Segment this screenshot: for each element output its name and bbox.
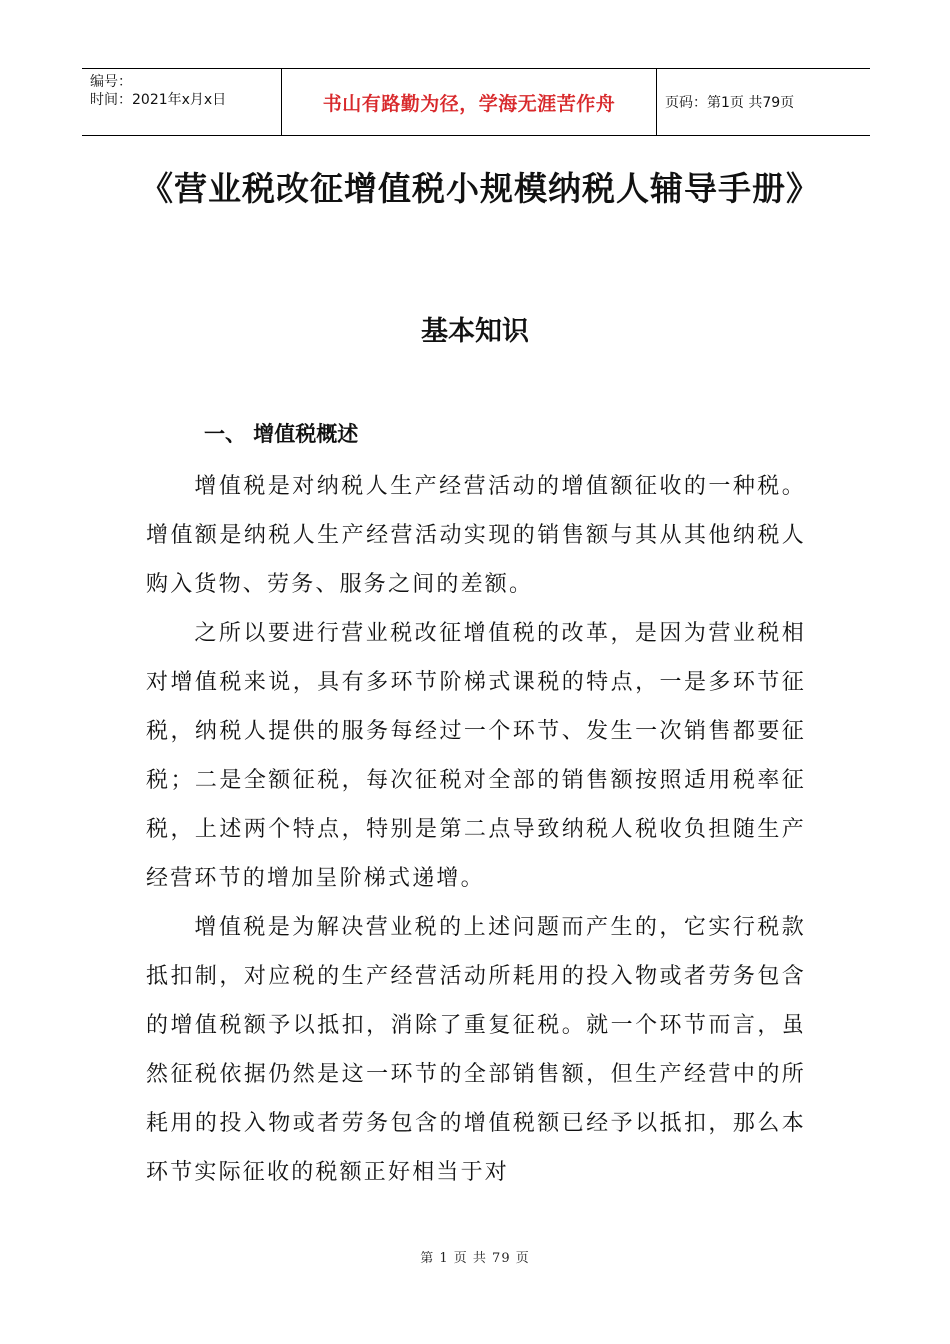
sub-heading: 一、 增值税概述 bbox=[204, 422, 359, 446]
header-table bbox=[82, 68, 870, 136]
section-heading: 基本知识 bbox=[421, 316, 529, 347]
date-label: 时间：2021年x月x日 bbox=[90, 92, 227, 108]
page-info: 页码：第1页 共79页 bbox=[665, 95, 795, 111]
number-label: 编号： bbox=[90, 74, 132, 90]
header-page-cell bbox=[657, 69, 870, 135]
document-title: 《营业税改征增值税小规模纳税人辅导手册》 bbox=[140, 169, 820, 208]
paragraph: 之所以要进行营业税改征增值税的改革，是因为营业税相对增值税来说，具有多环节阶梯式课税的特点，一是多环节征税，纳税人提供的服务每经过一个环节、发生一次销售都要征税；二是全额征税，每次征税对全部的销售额按照适用税率征税，上述两个特点，特别是第二点导致纳税人税收负担随生产经营环节的增加呈阶梯式递增。 bbox=[146, 621, 806, 891]
paragraph: 增值税是为解决营业税的上述问题而产生的，它实行税款抵扣制，对应税的生产经营活动所耗用的投入物或者劳务包含的增值税额予以抵扣，消除了重复征税。就一个环节而言，虽然征税依据仍然是这一环节的全部销售额，但生产经营中的所耗用的投入物或者劳务包含的增值税额已经予以抵扣，那么本环节实际征收的税额正好相当于对 bbox=[146, 915, 806, 1185]
page-footer: 第 1 页 共 79 页 bbox=[420, 1251, 530, 1266]
body-text bbox=[146, 462, 806, 1197]
header-motto-cell bbox=[282, 69, 657, 135]
paragraph: 增值税是对纳税人生产经营活动的增值额征收的一种税。增值额是纳税人生产经营活动实现的销售额与其从其他纳税人购入货物、劳务、服务之间的差额。 bbox=[146, 474, 806, 597]
header-meta-cell bbox=[82, 69, 282, 135]
motto-text: 书山有路勤为径，学海无涯苦作舟 bbox=[322, 92, 616, 115]
